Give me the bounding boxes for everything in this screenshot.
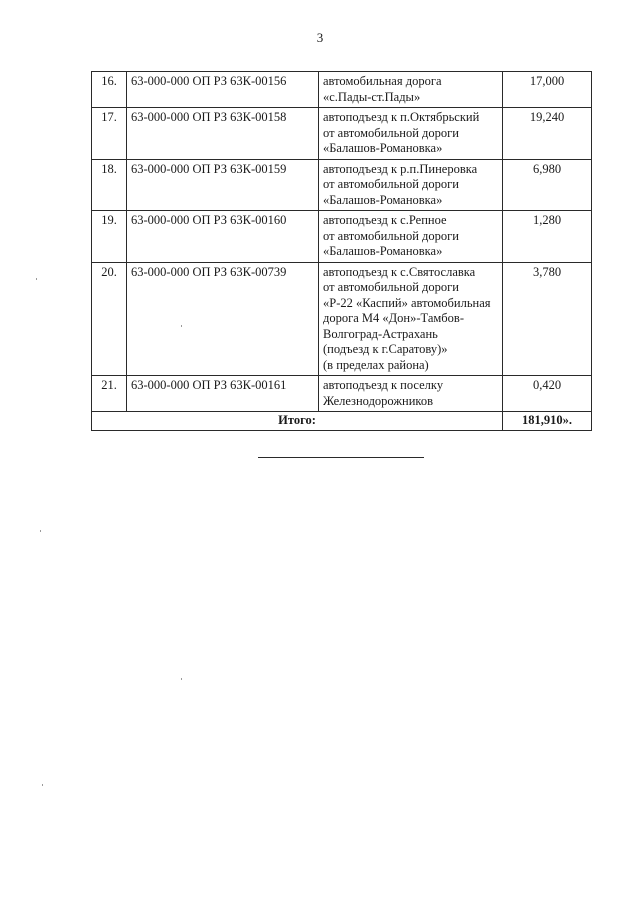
road-length: 6,980 [503,159,592,211]
road-name: автоподъезд к с.Святославка от автомобильной дороги «Р-22 «Каспий» автомобильная дорога М4 «Дон»-Тамбов- Волгоград-Астрахань (подъезд к г.Саратову)» (в пределах района) [319,262,503,376]
road-length: 0,420 [503,376,592,412]
road-length: 3,780 [503,262,592,376]
table-row [92,376,592,412]
road-name: автоподъезд к р.п.Пинеровка от автомобильной дороги «Балашов-Романовка» [319,159,503,211]
row-number: 17. [92,108,127,160]
total-value: 181,910». [503,412,592,431]
table-row [92,159,592,211]
table-row [92,108,592,160]
scan-speck [181,325,182,327]
road-code: 63-000-000 ОП РЗ 63К-00161 [127,376,319,412]
table-row [92,211,592,263]
scan-speck [40,530,41,532]
page-number: 3 [316,30,324,45]
scan-speck [181,678,182,680]
road-code: 63-000-000 ОП РЗ 63К-00158 [127,108,319,160]
table-row [92,262,592,376]
road-name: автомобильная дорога «с.Пады-ст.Пады» [319,72,503,108]
row-number: 21. [92,376,127,412]
road-code: 63-000-000 ОП РЗ 63К-00160 [127,211,319,263]
road-length: 1,280 [503,211,592,263]
total-label: Итого: [92,412,503,431]
table-row [92,72,592,108]
row-number: 20. [92,262,127,376]
scan-speck [36,278,37,280]
row-number: 18. [92,159,127,211]
total-row [92,412,592,431]
road-length: 17,000 [503,72,592,108]
scan-speck [42,784,43,786]
road-code: 63-000-000 ОП РЗ 63К-00739 [127,262,319,376]
end-rule [258,457,424,458]
row-number: 16. [92,72,127,108]
road-name: автоподъезд к с.Репное от автомобильной дороги «Балашов-Романовка» [319,211,503,263]
roads-table [91,71,592,431]
road-length: 19,240 [503,108,592,160]
road-name: автоподъезд к п.Октябрьский от автомобильной дороги «Балашов-Романовка» [319,108,503,160]
row-number: 19. [92,211,127,263]
road-code: 63-000-000 ОП РЗ 63К-00159 [127,159,319,211]
road-name: автоподъезд к поселку Железнодорожников [319,376,503,412]
road-code: 63-000-000 ОП РЗ 63К-00156 [127,72,319,108]
